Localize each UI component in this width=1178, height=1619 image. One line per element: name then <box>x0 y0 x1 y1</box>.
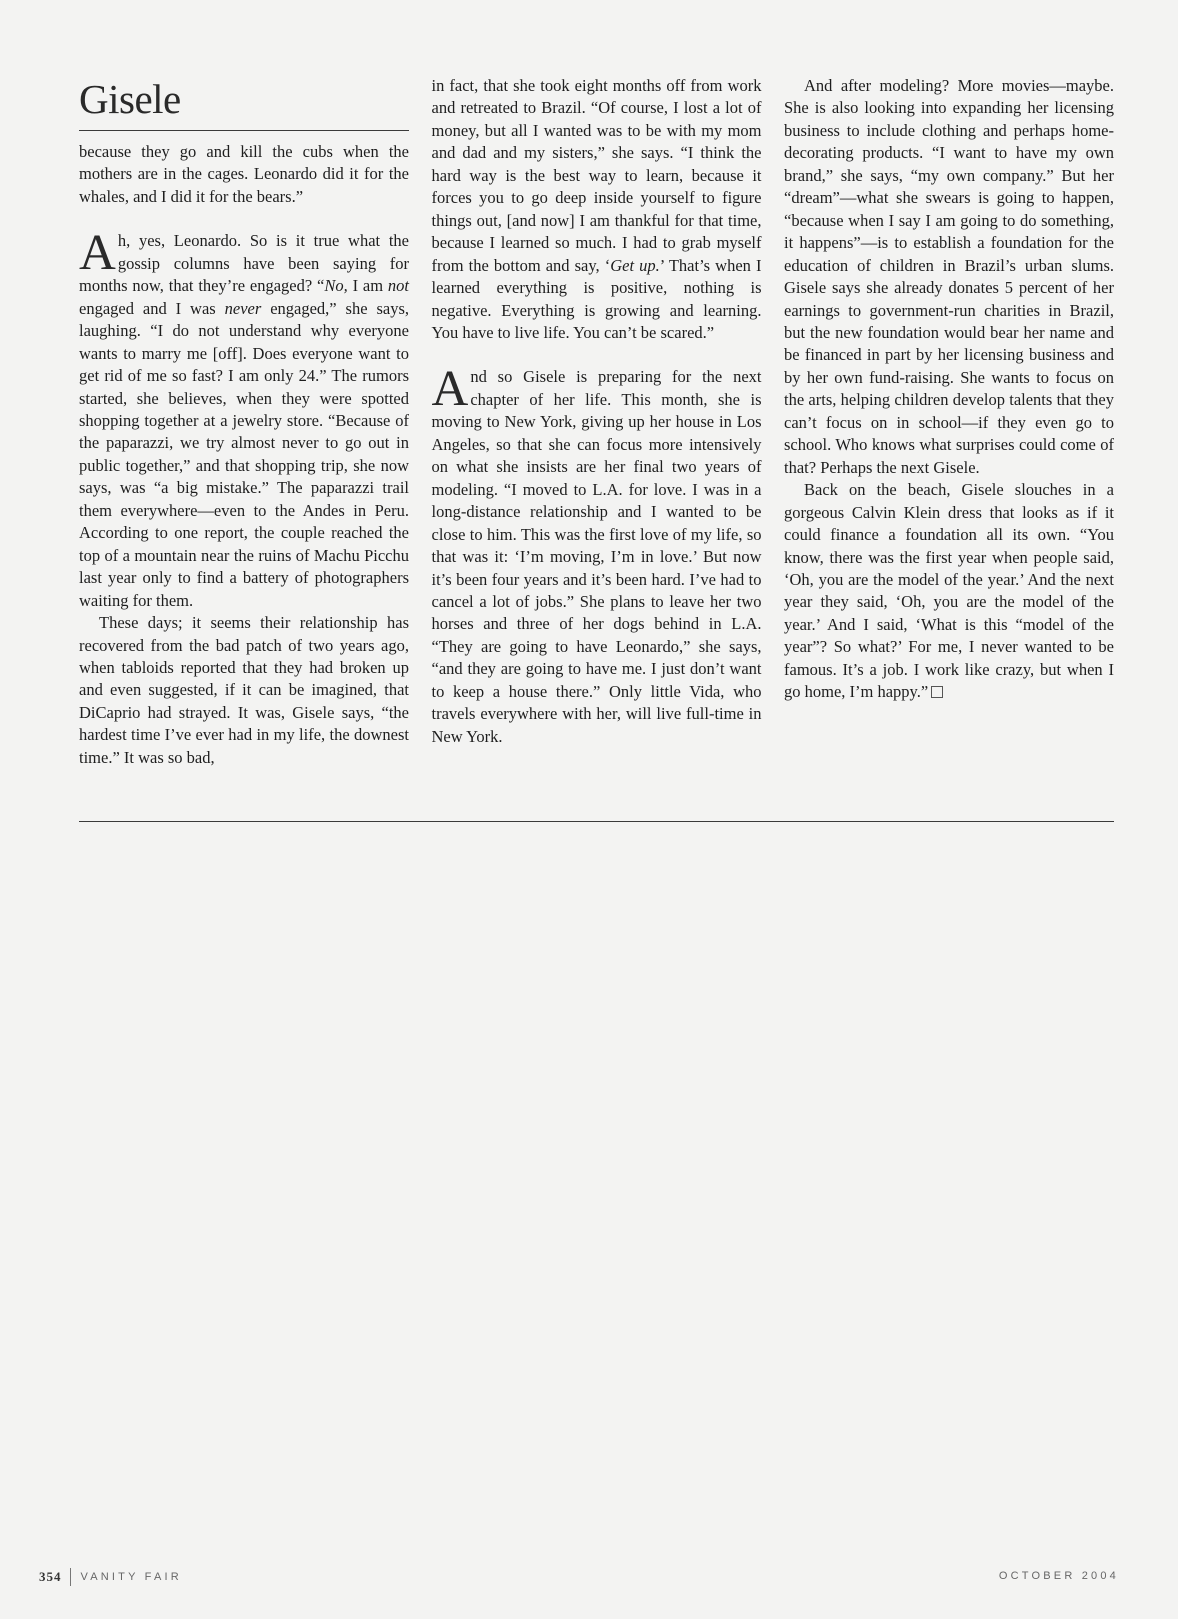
folio-divider <box>70 1568 71 1586</box>
article-body <box>79 75 1114 769</box>
issue-date: OCTOBER 2004 <box>998 1570 1119 1582</box>
magazine-name: VANITY FAIR <box>80 1571 182 1583</box>
drop-cap: A <box>79 225 116 282</box>
paragraph: These days; it seems their relationship has recovered from the bad patch of two years ago, when tabloids reported that they had broken up and even suggested, if it can be imagined, that DiCaprio had strayed. It was, Gisele says, “the hardest time I’ve ever had in my life, the downest time.” It was so bad, <box>79 613 409 767</box>
paragraph: in fact, that she took eight months off from work and retreated to Brazil. “Of course, I lost a lot of money, but all I wanted was to be with my mom and dad and my sisters,” she says. “I think the hard way is the best way to learn, because it forces you to go deep inside yourself to figure things out, [and now] I am thankful for that time, because I learned so much. I had to grab myself from the bottom and say, ‘Get up.’ That’s when I learned everything is positive, nothing is negative. Everything is growing and learning. You have to live life. You can’t be scared.” <box>431 76 762 342</box>
paragraph: And so Gisele is preparing for the next chapter of her life. This month, she is moving to New York, giving up her house in Los Angeles, so that she can focus more intensively on what she insists are her final two years of modeling. “I moved to L.A. for love. I was in a long-distance relationship and I wanted to be close to him. This was the first love of my life, so that was it: ‘I’m moving, I’m in love.’ But now it’s been four years and it’s been hard. I’ve had to cancel a lot of jobs.” She plans to leave her two horses and three of her dogs behind in L.A. “They are going to have Leonardo,” she says, “and they are going to have me. I just don’t want to keep a house there.” Only little Vida, who travels everywhere with her, will live full-time in New York. <box>431 361 762 746</box>
page-number: 354 <box>39 1569 62 1584</box>
paragraph: because they go and kill the cubs when the mothers are in the cages. Leonardo did it for the whales, and I did it for the bears.” <box>79 142 409 206</box>
column-2 <box>432 75 762 769</box>
folio <box>39 1568 182 1586</box>
drop-cap: A <box>431 361 469 418</box>
column-3 <box>784 75 1114 769</box>
paragraph: Back on the beach, Gisele slouches in a gorgeous Calvin Klein dress that looks as if it could finance a foundation all its own. “You know, there was the first year when people said, ‘Oh, you are the model of the year.’ And the next year they said, ‘Oh, you are the model of the year.’ And I said, ‘What is this “model of the year”? So what?’ For me, I never wanted to be famous. It’s a job. I work like crazy, but when I go home, I’m happy.” <box>784 480 1114 702</box>
end-mark-icon <box>931 686 943 698</box>
paragraph: Ah, yes, Leonardo. So is it true what the gossip columns have been saying for months now, that they’re engaged? “No, I am not engaged and I was never engaged,” she says, laughing. “I do not understand why everyone wants to marry me [off]. Does everyone want to get rid of me so fast? I am only 24.” The rumors started, she believes, when they were spotted shopping together at a jewelry store. “Because of the paparazzi, we try almost never to go out in public together,” and that shopping trip, she now says, was “a big mistake.” The paparazzi trail them everywhere—even to the Andes in Peru. According to one report, the couple reached the top of a mountain near the ruins of Machu Picchu last year only to find a battery of photographers waiting for them. <box>79 225 409 610</box>
article-headline: Gisele <box>79 77 409 131</box>
section-divider <box>79 821 1114 822</box>
column-1 <box>79 75 409 769</box>
paragraph: And after modeling? More movies—maybe. She is also looking into expanding her licensing business to include clothing and perhaps home-decorating products. “I want to have my own brand,” she says, “my own company.” But her “dream”—what she swears is going to happen, “because when I say I am going to do something, it happens”—is to establish a foundation for the education of children in Brazil’s urban slums. Gisele says she already donates 5 percent of her earnings to government-run charities in Brazil, but the new foundation would bear her name and be financed in part by her licensing business and by her own fund-raising. She wants to focus on the arts, helping children develop talents that they can’t focus on in school—if they even go to school. Who knows what surprises could come of that? Perhaps the next Gisele. <box>784 76 1114 477</box>
